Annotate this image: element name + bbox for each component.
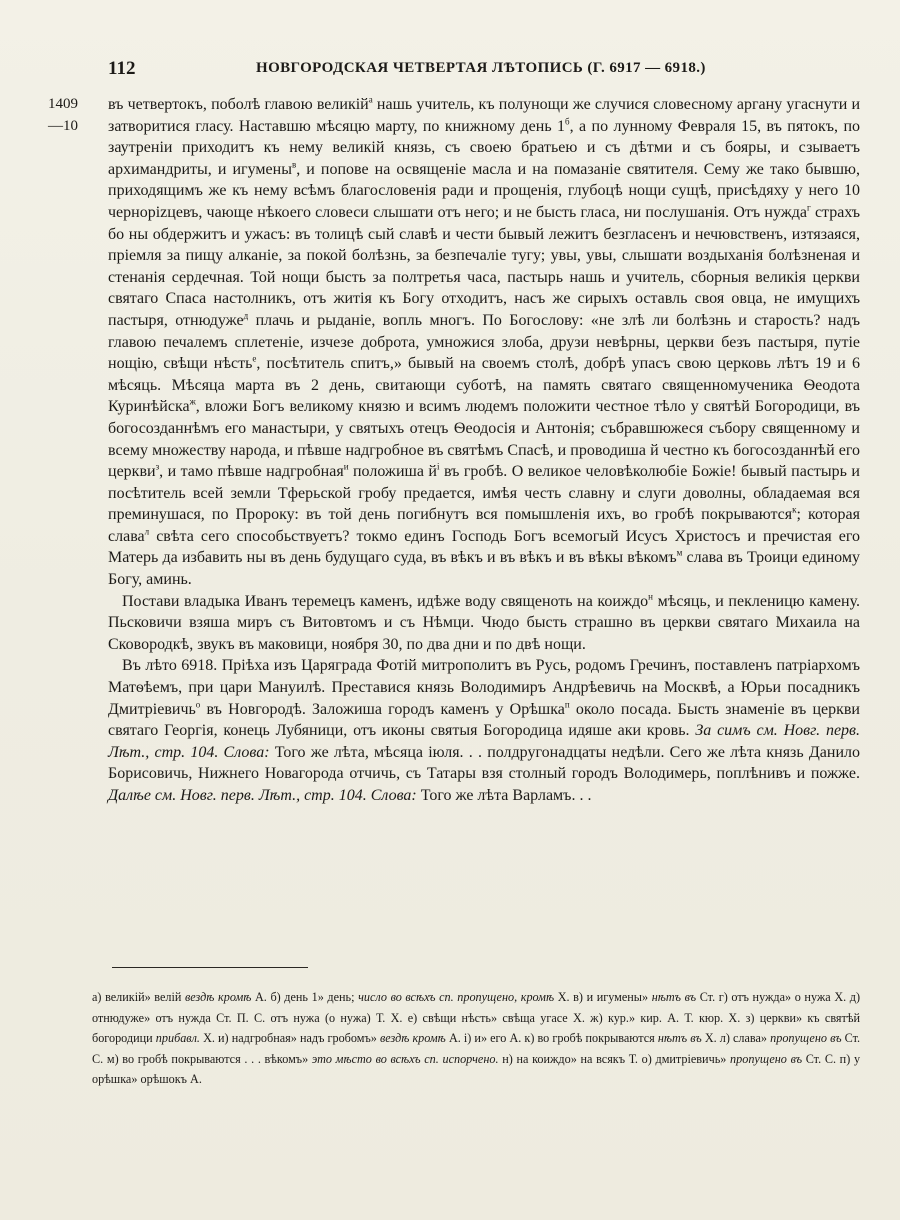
footnote-segment: Х. в) и игумены» [557,990,649,1004]
footnote-marker: д [243,310,249,321]
running-head: НОВГОРОДСКАЯ ЧЕТВЕРТАЯ ЛѢТОПИСЬ (Г. 6917 — 6918.) [256,60,706,76]
footnote-note: нѣтъ въ [657,1031,702,1046]
footnote-note: нѣтъ въ [651,990,697,1004]
footnote-divider [112,967,308,968]
footnote-marker: б [565,116,570,127]
footnote-marker: е [252,353,257,364]
footnote-text [92,987,860,1090]
footnote-segment: А. і) и» его А. к) во гробѣ покрываются [448,1031,655,1046]
footnote-marker: в [291,159,297,170]
footnote-marker: і [437,461,440,472]
footnote-segment: а) великій» велій [92,990,182,1004]
footnote-marker: п [564,699,570,710]
footnote-marker: а [368,94,373,105]
footnote-note: прибавл. [155,1031,200,1046]
footnote-marker: м [676,548,683,559]
footnote-segment: Ст. С. п) у орѣшка» орѣшокъ А. [92,1051,861,1087]
footnote-segment: Ст. С. м) во гробѣ покрываются . . . вѣкомъ» [92,1031,861,1066]
paragraph-1: въ четвертокъ, поболѣ главою великій$^а$ нашь учитель, къ полунощи же случися словесному аргану угаснути и затворитися гласу. Наставшю мѣсяцю марту, по книжному день $1^б$, а по лунному Февраля 15, въ пятокъ, по заутреніи приходитъ къ нему великій князь, съ своею братьею и съ дѣтми и съ бояры, и сзываетъ архимандриты, и игумены$^в$, и попове на освященіе масла и на помазаніе святителя. Сему же тако бывшю, приходящимъ же къ нему всѣмъ благословенія ради и прощенія, глубоцѣ нощи сущѣ, присѣдяху у него 10 чернорizцевъ, чающе нѣкоего словеси слышати отъ него; и не бысть гласа, ни послушанія. Отъ нужда$^г$ страхъ бо ны обдержитъ и ужасъ: въ толицѣ сый славѣ и чести бывый лежитъ безгласенъ и нечювственъ, изтязаяся, пріемля за пищу алканіе, за покой болѣзнь, за безпечаліе тугу; увы, увы, слышати воздыханія болѣзненая и стенанія сердечная. Той нощи бысть за полтретья часа, пастырь нашь и учитель, сборныя великія церкви святаго Спаса настолникъ, отъ житія къ Богу отходитъ, насъ же сирыхъ оставль своя овца, не имущихъ пастыря, отнюдуже$^д$ плачь и рыданіе, вопль многъ. По Богослову: «не злѣ ли болѣзнь и старость? надъ главою печалемъ сплетеніе, изчезе доброта, умножися злоба, друзи невѣрны, церкви безъ пастыря, путіе нощію, свѣщи нѣсть$^е$, посѣтитель спитъ,» бывый на своемъ столѣ, добрѣ упасъ свою церковь лѣтъ 19 и 6 мѣсяць. Мѣсяца марта въ 2 день, свитающи суботѣ, на память святаго священномученика Ѳеодота Куринѣйска$^ж$, вложи Богъ великому князю и всимъ людемъ положити честное тѣло у святѣй Богородици, въ богосозданнѣмъ его манастыри, у святыхъ отецъ Ѳеодосія и Антонія; събравшюжеся събору священному и всему множеству народа, и пѣвше надгробное въ святѣмъ Спасѣ, и проводиша й честно къ богосозданнѣй его церкви$^з$, и тамо пѣвше надгробная$^и$ положиша $й^і$ въ гробѣ. О великое человѣколюбіе Божіе! бывый пастырь и посѣтитель всей земли Тферьской гробу предается, имѣя честь славну и слуги доволны, обладаемая вся преминушася, по Пророку: въ той день погибнутъ вся помышленія ихъ, во гробѣ покрываются$^к$; которая слава$^л$ свѣта сего способьствуетъ? токмо единъ Господь Богъ всемогый Исусъ Христосъ и пречистая его Матерь да избавить ны въ день будущаго суда, въ вѣкъ и въ вѣкъ и въ вѣкы вѣкомъ$^м$ слава въ Троици единому Богу, аминь. [108,94,861,589]
footnote-marker: о [195,699,201,710]
page-header [108,58,864,84]
footnote-marker: з [155,461,160,472]
margin-year-range: 1409 —10 [48,96,78,134]
paragraph-3-text-c: Того же лѣта Варламъ. . . [420,787,592,804]
footnote-segment: Х. л) слава» [704,1031,768,1046]
footnotes [92,987,860,1090]
cross-reference-2: Далѣе см. Новг. перв. Лѣт., стр. 104. Слова: [108,787,417,804]
footnote-marker: л [144,526,150,537]
footnote-note: пропущено въ [730,1051,803,1066]
footnote-marker: г [807,202,811,213]
footnote-segment: Ст. г) отъ нужда» о нужа Х. д) отнюдуже» отъ нужда Ст. П. С. отъ нужа (о нужа) Т. Х. е) свѣщи нѣсть» свѣща угасе Х. ж) кур.» кир. А. Т. кюр. Х. з) церкви» къ святѣй богородици [92,990,861,1046]
paragraph-3 [108,655,860,806]
paragraph-3-text-b: Того же лѣта, мѣсяца іюля. . . полдругонадцаты недѣли. Сего же лѣта князь Данило Борисовичь, Нижнего Новагорода отчичь, съ Татары взя столный городъ Володимерь, поплѣнивъ и пожже. [108,743,861,783]
footnote-note: число во всѣхъ сп. пропущено, кромѣ [358,990,555,1004]
footnote-note: вездѣ кромѣ [379,1031,446,1046]
footnote-marker: н [648,591,653,602]
footnote-marker: к [792,504,797,515]
footnote-segment: А. б) день 1» день; [254,990,355,1004]
paragraph-2: Постави владыка Иванъ теремецъ каменъ, идѣже воду священоть на коиждо$^н$ мѣсяць, и пекленицю камену. Пьсковичи взяша миръ съ Витовтомъ и съ Нѣмци. Чюдо бысть страшно въ церкви святаго Михаила на Сковородкѣ, звукъ въ маковици, ноября 30, по два дни и по двѣ нощи. [108,591,860,653]
footnote-marker: и [343,461,349,472]
footnote-note: вездѣ кромѣ [185,990,252,1004]
footnote-marker: ж [189,396,196,407]
footnote-note: это мѣсто во всѣхъ сп. испорчено. [311,1051,499,1066]
footnote-segment: Х. и) надгробная» надъ гробомъ» [203,1031,377,1046]
cross-reference-1: За симъ см. Новг. перв. Лѣт., стр. 104. Слова: [108,722,861,761]
footnote-segment: н) на коиждо» на всякъ Т. о) дмитріевичь» [502,1051,727,1066]
paragraph-3-text-a: Въ лѣто 6918. Пріѣха изъ Царяграда Фотій митрополитъ въ Русь, родомъ Гречинъ, поставленъ патріархомъ Матѳѣемъ, при цари Мануилѣ. Преставися князь Володимиръ Андрѣевичь на Москвѣ, а Юрьи посадникъ Дмитріевичь$^о$ въ Новгородѣ. Заложиша городъ каменъ у Орѣшка$^п$ около посада. Бысть знаменіе въ церкви святаго Георгія, конець Лубяници, отъ иконы святыя Богородица идяше аки кровь. [108,657,860,740]
page-number: 112 [108,58,136,79]
main-text [108,94,860,807]
footnote-note: пропущено въ [770,1031,842,1046]
